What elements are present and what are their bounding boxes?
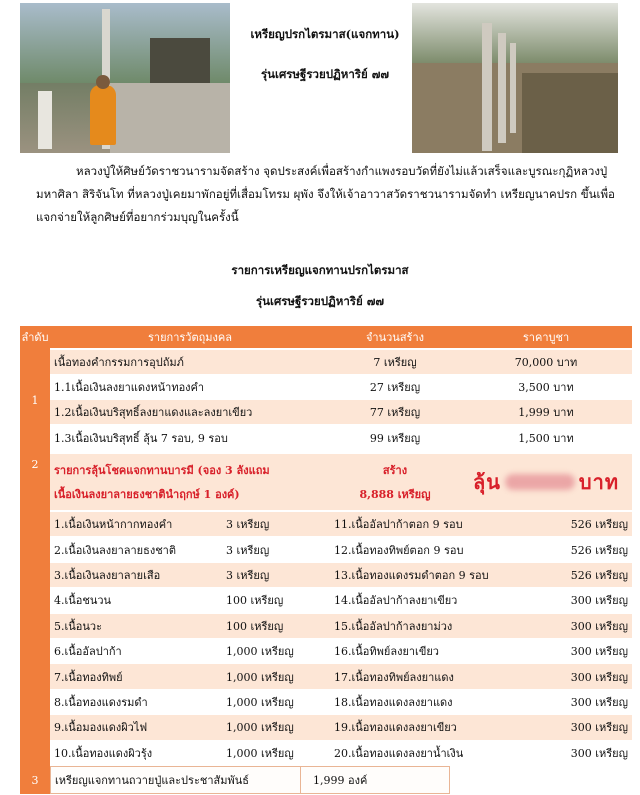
table-row: [50, 537, 632, 561]
right-item: 17.เนื้อทองทิพย์ลงยาแดง: [334, 670, 454, 684]
header-title-line2: รุ่นเศรษฐีรวยปฏิหาริย์ ๗๗: [260, 67, 390, 81]
group1-no: 1: [20, 348, 50, 452]
left-qty: 1,000 เหรียญ: [226, 695, 294, 709]
right-item: 11.เนื้ออัลปาก้าตอก 9 รอบ: [334, 518, 463, 532]
row-price: 3,500 บาท: [518, 381, 574, 394]
list-title-line2: รุ่นเศรษฐีรวยปฏิหาริย์ ๗๗: [255, 294, 385, 308]
row-price: 1,999 บาท: [518, 406, 574, 419]
left-item: 4.เนื้อชนวน: [54, 594, 112, 608]
header-item: รายการวัตถุมงคล: [148, 331, 232, 344]
header-title-line1: เหรียญปรกไตรมาส(แจกทาน): [250, 27, 400, 41]
table-row: [50, 639, 632, 663]
group3-row: [20, 766, 632, 794]
right-qty: 526 เหรียญ: [570, 543, 628, 557]
header-qty: จำนวนสร้าง: [365, 331, 424, 344]
photo-monk-walking: [20, 3, 230, 153]
right-qty: 300 เหรียญ: [570, 619, 628, 633]
right-item: 12.เนื้อทองทิพย์ตอก 9 รอบ: [334, 543, 464, 557]
photo-wall-construction: [412, 3, 618, 153]
row-qty: 7 เหรียญ: [373, 356, 417, 369]
left-qty: 3 เหรียญ: [226, 518, 270, 532]
table-row: [50, 614, 632, 638]
table-row: [50, 425, 632, 450]
row-qty: 77 เหรียญ: [369, 406, 421, 419]
table-row: [50, 664, 632, 688]
lucky-draw-price-prefix: ลุ้น: [472, 470, 501, 494]
left-qty: 3 เหรียญ: [226, 543, 270, 557]
right-qty: 526 เหรียญ: [570, 568, 628, 582]
blurred-price: [505, 474, 575, 490]
row-qty: 27 เหรียญ: [369, 381, 421, 394]
table-row: [50, 588, 632, 612]
left-qty: 1,000 เหรียญ: [226, 746, 294, 760]
left-qty: 1,000 เหรียญ: [226, 670, 294, 684]
right-qty: 300 เหรียญ: [570, 645, 628, 659]
left-qty: 3 เหรียญ: [226, 568, 270, 582]
left-item: 5.เนื้อนวะ: [54, 619, 102, 633]
table-row: [50, 690, 632, 714]
lucky-draw-qty-value: 8,888 เหรียญ: [359, 488, 431, 501]
right-qty: 300 เหรียญ: [570, 721, 628, 735]
row-item: 1.1เนื้อเงินลงยาแดงหน้าทองคำ: [54, 381, 205, 394]
right-item: 16.เนื้อทิพย์ลงยาเขียว: [334, 645, 439, 659]
lucky-draw-line2: เนื้อเงินลงยาลายธงชาตินำฤกษ์ 1 องค์): [54, 488, 240, 501]
left-item: 2.เนื้อเงินลงยาลายธงชาติ: [54, 543, 176, 557]
right-qty: 300 เหรียญ: [570, 746, 628, 760]
row-price: 1,500 บาท: [518, 431, 574, 445]
left-item: 9.เนื้อมองแดงผิวไฟ: [54, 721, 148, 735]
table-row: [50, 741, 632, 765]
list-title-line1: รายการเหรียญแจกทานปรกไตรมาส: [231, 263, 409, 277]
left-qty: 1,000 เหรียญ: [226, 721, 294, 735]
group3-qty: 1,999 องค์: [300, 766, 450, 794]
left-item: 8.เนื้อทองแดงรมดำ: [54, 695, 148, 709]
left-item: 6.เนื้ออัลปาก้า: [54, 645, 122, 659]
group3-item: เหรียญแจกทานถวายปู่และประชาสัมพันธ์: [50, 766, 420, 794]
left-qty: 100 เหรียญ: [226, 619, 284, 633]
right-item: 19.เนื้อทองแดงลงยาเขียว: [334, 721, 457, 735]
table-header: [20, 326, 632, 348]
right-item: 15.เนื้ออัลปาก้าลงยาม่วง: [334, 619, 453, 633]
table-row: [50, 400, 632, 424]
row-item: 1.3เนื้อเงินบริสุทธิ์ ลุ้น 7 รอบ, 9 รอบ: [54, 431, 228, 445]
left-item: 10.เนื้อทองแดงผิวรุ้ง: [54, 746, 153, 760]
group2-no: 2: [20, 452, 50, 768]
right-item: 18.เนื้อทองแดงลงยาแดง: [334, 695, 453, 709]
group3-no: 3: [20, 766, 50, 794]
left-item: 1.เนื้อเงินหน้ากากทองคำ: [54, 518, 173, 532]
table-row: [50, 512, 632, 536]
table-row: [50, 715, 632, 739]
intro-paragraph: หลวงปู่ให้ศิษย์วัดราชวนารามจัดสร้าง จุดประสงค์เพื่อสร้างกำแพงรอบวัดที่ยังไม่แล้วเสร็จและบูรณะกุฏิหลวงปู่มหาศิลา สิริจันโท ที่หลวงปู่เคยมาพักอยู่ที่เสื่อมโทรม ผุพัง จึงให้เจ้าอาวาสวัดราชวนารามจัดทำ เหรียญนาคปรก ขึ้นเพื่อแจกจ่ายให้ลูกศิษย์ที่อยากร่วมบุญในครั้งนี้: [36, 164, 615, 224]
right-item: 20.เนื้อทองแดงลงยาน้ำเงิน: [334, 746, 464, 760]
header-no: ลำดับ: [21, 331, 49, 344]
table-row: [50, 350, 632, 374]
table-row: [50, 563, 632, 587]
lucky-draw-line1: รายการลุ้นโชคแจกทานบารมี (จอง 3 ลังแถม: [54, 464, 270, 477]
left-item: 7.เนื้อทองทิพย์: [54, 670, 123, 684]
right-qty: 526 เหรียญ: [570, 518, 628, 532]
right-qty: 300 เหรียญ: [570, 670, 628, 684]
table-row: [50, 375, 632, 399]
right-qty: 300 เหรียญ: [570, 594, 628, 608]
row-item: เนื้อทองคำกรรมการอุปถัมภ์: [54, 356, 184, 369]
right-qty: 300 เหรียญ: [570, 695, 628, 709]
row-qty: 99 เหรียญ: [369, 431, 421, 445]
right-item: 14.เนื้ออัลปาก้าลงยาเขียว: [334, 594, 458, 608]
row-price: 70,000 บาท: [514, 356, 578, 369]
left-qty: 1,000 เหรียญ: [226, 645, 294, 659]
lucky-draw-price-suffix: บาท: [578, 470, 620, 494]
right-item: 13.เนื้อทองแดงรมดำตอก 9 รอบ: [334, 568, 489, 582]
left-qty: 100 เหรียญ: [226, 594, 284, 608]
row-item: 1.2เนื้อเงินบริสุทธิ์ลงยาแดงและลงยาเขียว: [54, 406, 253, 419]
left-item: 3.เนื้อเงินลงยาลายเสือ: [54, 568, 161, 582]
header-price: ราคาบูชา: [522, 331, 570, 344]
lucky-draw-header-row: [50, 454, 632, 510]
lucky-draw-qty-label: สร้าง: [382, 464, 408, 477]
